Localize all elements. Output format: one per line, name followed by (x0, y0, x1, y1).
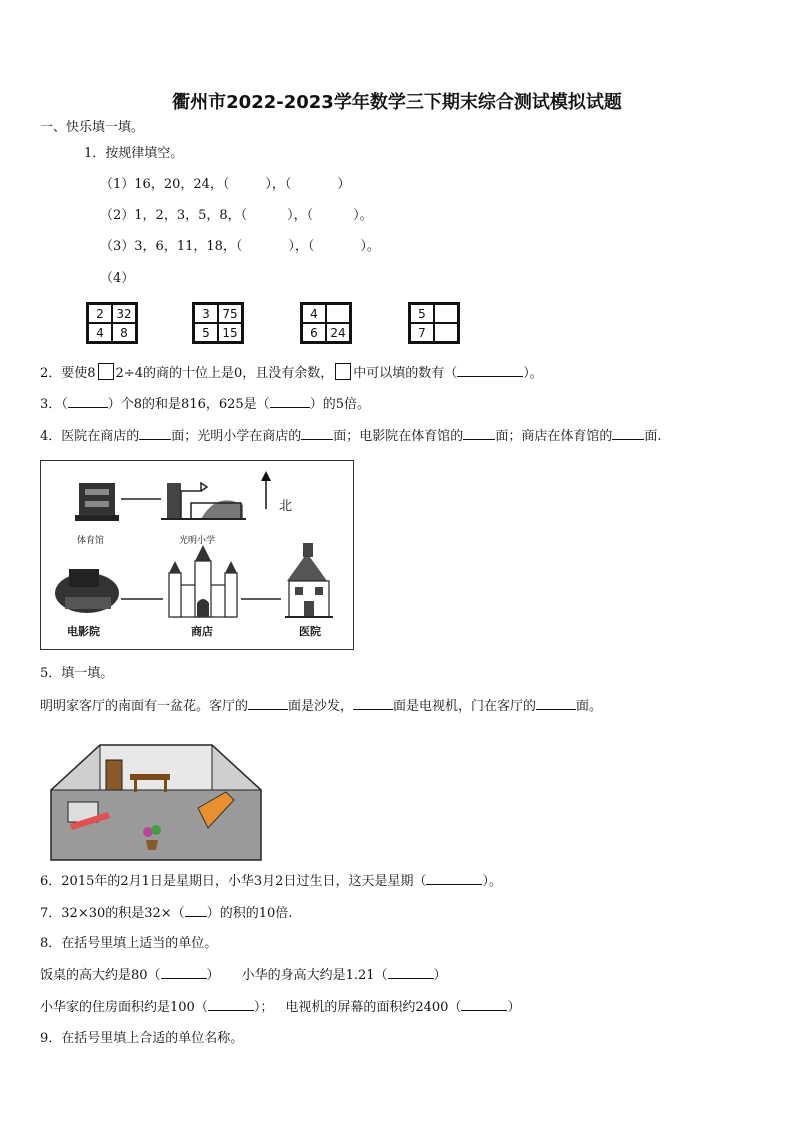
answer-blank[interactable] (536, 697, 576, 710)
grid-cell: 15 (218, 323, 242, 342)
room-drawing (48, 742, 264, 862)
answer-blank[interactable] (208, 998, 254, 1011)
grid-cell: 3 (194, 304, 218, 323)
grid-cell: 8 (112, 323, 136, 342)
q8-label: 8．在括号里填上适当的单位。 (40, 936, 218, 951)
q1-line-4: （4） (100, 271, 135, 286)
grid-cell: 24 (326, 323, 350, 342)
grid-cell: 4 (88, 323, 112, 342)
q9-label: 9．在括号里填上合适的单位名称。 (40, 1031, 244, 1046)
answer-blank[interactable] (388, 966, 434, 979)
q1-line-2: （2）1，2，3，5，8，（ ），（ ）。 (100, 208, 373, 223)
answer-blank[interactable] (301, 427, 333, 440)
grid-cell (434, 323, 458, 342)
answer-blank[interactable] (457, 364, 523, 377)
answer-blank[interactable] (461, 998, 507, 1011)
cinema-icon (55, 569, 119, 613)
grid-cell: 2 (88, 304, 112, 323)
grid-cell: 4 (302, 304, 326, 323)
grid-cell: 6 (302, 323, 326, 342)
q7-text: 7．32×30的积是32×（ ）的积的10倍. (40, 906, 293, 921)
answer-blank[interactable] (139, 427, 171, 440)
grid-cell: 7 (410, 323, 434, 342)
q1-line-1: （1）16，20，24，（ ），（ ） (100, 177, 351, 192)
answer-blank[interactable] (270, 395, 310, 408)
digit-box[interactable] (335, 363, 351, 380)
store-label: 商店 (191, 625, 213, 638)
north-label: 北 (279, 499, 293, 514)
living-room-picture (48, 742, 264, 862)
digit-box[interactable] (98, 363, 114, 380)
answer-blank[interactable] (161, 966, 207, 979)
q1-label: 1．按规律填空。 (84, 146, 184, 161)
q8-line-1: 饭桌的高大约是80（ ） 小华的身高大约是1.21（ ） (40, 968, 447, 983)
answer-blank[interactable] (68, 395, 108, 408)
cinema-label: 电影院 (67, 625, 100, 638)
q5-text: 明明家客厅的南面有一盆花。客厅的 面是沙发， 面是电视机，门在客厅的 面。 (40, 699, 603, 714)
answer-blank[interactable] (463, 427, 495, 440)
answer-blank[interactable] (353, 697, 393, 710)
grid-cell: 5 (194, 323, 218, 342)
grid-cell (434, 304, 458, 323)
grid-cell: 32 (112, 304, 136, 323)
answer-blank[interactable] (185, 904, 207, 917)
answer-blank[interactable] (612, 427, 644, 440)
location-map (40, 460, 354, 650)
q4-text: 4．医院在商店的 面；光明小学在商店的 面；电影院在体育馆的 面；商店在体育馆的 面. (40, 429, 662, 444)
q6-text: 6．2015年的2月1日是星期日，小华3月2日过生日，这天是星期（ ）。 (40, 874, 502, 889)
hospital-icon (285, 543, 333, 617)
grid-cell (326, 304, 350, 323)
store-icon (169, 545, 237, 617)
q5-label: 5．填一填。 (40, 666, 114, 681)
page-title: 衢州市2022-2023学年数学三下期末综合测试模拟试题 (172, 92, 622, 113)
map-drawing (41, 461, 353, 649)
q1-line-3: （3）3，6，11，18，（ ），（ ）。 (100, 239, 380, 254)
number-grid-1 (86, 302, 138, 344)
q2-text: 2．要使8 2÷4的商的十位上是0，且没有余数， 中可以填的数有（ ）。 (40, 363, 543, 383)
grid-cell: 75 (218, 304, 242, 323)
number-grid-2 (192, 302, 244, 344)
answer-blank[interactable] (248, 697, 288, 710)
hospital-label: 医院 (299, 625, 321, 638)
school-label: 光明小学 (179, 536, 216, 546)
north-arrow-icon (261, 471, 271, 509)
school-icon (161, 483, 246, 519)
answer-blank[interactable] (426, 872, 482, 885)
q3-text: 3．（ ）个8的和是816，625是（ ）的5倍。 (40, 397, 370, 412)
section-heading: 一、快乐填一填。 (40, 120, 145, 135)
grid-cell: 5 (410, 304, 434, 323)
q8-line-2: 小华家的住房面积约是100（ ）； 电视机的屏幕的面积约2400（ ） (40, 1000, 521, 1015)
number-grid-4 (408, 302, 460, 344)
gym-icon (75, 483, 119, 521)
number-grid-3 (300, 302, 352, 344)
gym-label: 体育馆 (77, 536, 105, 546)
